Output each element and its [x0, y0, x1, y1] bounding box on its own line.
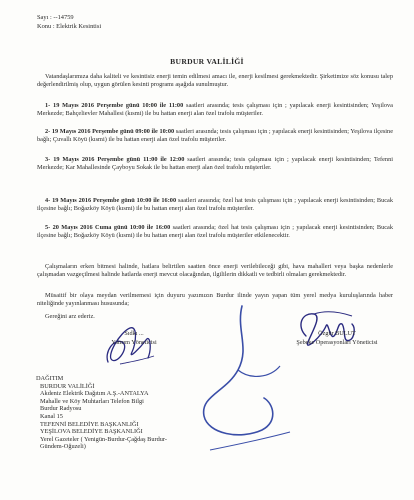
outage-text: saatleri arasında; tesis çalışması için ; yapılacak enerji kesintisinden; Yeşilova ilçesine bağlı; Çuvallı Köyü (kısmi) ile bu hattan enerji alan özel trafolu müşteriler. — [37, 128, 394, 144]
left-signatory-title: Yatırım Yöneticisi — [111, 339, 157, 346]
left-signatory-name: Sıdkı ... — [124, 330, 144, 337]
distribution-item: Burdur Radyosu — [40, 405, 82, 413]
outage-date: 5- 20 Mayıs 2016 Cuma günü 10:00 ile 16:00 — [45, 224, 171, 231]
distribution-item: Akdeniz Elektrik Dağıtım A.Ş.-ANTALYA — [40, 390, 149, 398]
konu-label: Konu — [37, 23, 52, 30]
intro-paragraph: Vatandaşlarımıza daha kaliteli ve kesintisiz enerji temin edilmesi amacı ile, enerji kesilmesi gerekmektedir. Şirketimize söz konusu talep değerlendirilmiş olup, uygun görülen kesinti programı aşağıda sunulmuştur. — [37, 73, 393, 89]
initials-signature — [180, 300, 300, 460]
outage-text: saatleri arasında; özel hat tesis çalışması için ; yapılacak enerji kesintisinden; Bucak ilçesine bağlı; Boğazköy Köyü (kısmi) ile bu hattan enerji alan özel trafolu müşteriler etkilenecektir. — [37, 224, 393, 240]
outage-item — [37, 197, 393, 214]
distribution-item: Yerel Gazeteler ( Yenigün-Burdur-Çağdaş Burdur- — [40, 435, 167, 443]
outage-item — [37, 156, 393, 173]
distribution-list — [36, 375, 167, 451]
outage-text: saatleri arasında; tesis çalışması için ; yapılacak enerji kesintisinden; Tefenni Merkezde; Kar Mahallesinde Çayboyu Sokak ile bu hattan enerji alan özel trafolu müşteriler. — [37, 156, 393, 172]
outage-date: 3- 19 Mayıs 2016 Perşembe günü 11:00 ile 12:00 — [45, 156, 185, 163]
sayi-label: Sayı — [37, 14, 49, 21]
outage-date: 2- 19 Mayıs 2016 Perşembe günü 09:00 ile 10:00 — [45, 128, 175, 135]
outage-date: 4- 19 Mayıs 2016 Perşembe günü 10:00 ile 16:00 — [45, 197, 177, 204]
distribution-item: Gündem-Oğuzeli) — [40, 443, 86, 451]
distribution-item: Mahalle ve Köy Muhtarları Telefon Bilgi — [40, 397, 144, 405]
distribution-item: BURDUR VALİLİĞİ — [40, 382, 95, 390]
right-signatory-title: Şebeke Operasyonları Yöneticisi — [296, 339, 378, 346]
sayi-value: : --14759 — [49, 14, 74, 21]
reference-number — [37, 14, 74, 22]
request-paragraph: Müsaitif bir olaya meydan verilmemesi için duyuru yazımızın Burdur ilinde yayın yapan tüm yerel medya kuruluşlarında haber niteliğinde yayınlanması hususunda; — [37, 292, 393, 308]
regards-line: Gereğini arz ederiz. — [45, 313, 95, 320]
document-title: BURDUR VALİLİĞİ — [170, 57, 244, 66]
subject-line — [37, 23, 101, 31]
distribution-item: Kanal 15 — [40, 412, 63, 420]
outage-item — [37, 224, 393, 241]
distribution-heading: DAĞITIM — [36, 375, 64, 382]
distribution-item: TEFENNİ BELEDİYE BAŞKANLIĞI — [40, 420, 139, 428]
outage-date: 1- 19 Mayıs 2016 Perşembe günü 10:00 ile 11:00 — [45, 102, 184, 109]
outage-item — [37, 128, 393, 145]
outage-item — [37, 102, 393, 119]
outage-text: saatleri arasında; özel hat tesis çalışması için ; yapılacak enerji kesintisinden; Bucak ilçesine bağlı; Boğazköy Köyü (kısmi) ile bu hattan enerji alan özel trafolu müşteriler. — [37, 197, 393, 213]
outage-text: saatleri arasında; tesis çalışması için ; yapılacak enerji kesintisinden; Yeşilova Merkezde; Bahçelievler Mahallesi (kısmi) ile bu hattan enerji alan özel trafolu müşteriler. — [37, 102, 393, 118]
distribution-item: YEŞİLOVA BELEDİYE BAŞKANLIĞI — [40, 428, 143, 436]
right-signatory-name: Özgür BULUT — [318, 330, 356, 337]
closing-paragraph: Çalışmaların erken bitmesi halinde, hatlara belirtilen saatten önce enerji verilebileceği gibi, hava mahalleri veya başka nedenlerle çalışmadan vazgeçilmesi halinde hatlarda enerji mevcut olacağından, ilgililerin dikkatli ve tedbirli olmaları gerekmektedir. — [37, 263, 393, 279]
konu-value: : Elektrik Kesintisi — [52, 23, 102, 30]
